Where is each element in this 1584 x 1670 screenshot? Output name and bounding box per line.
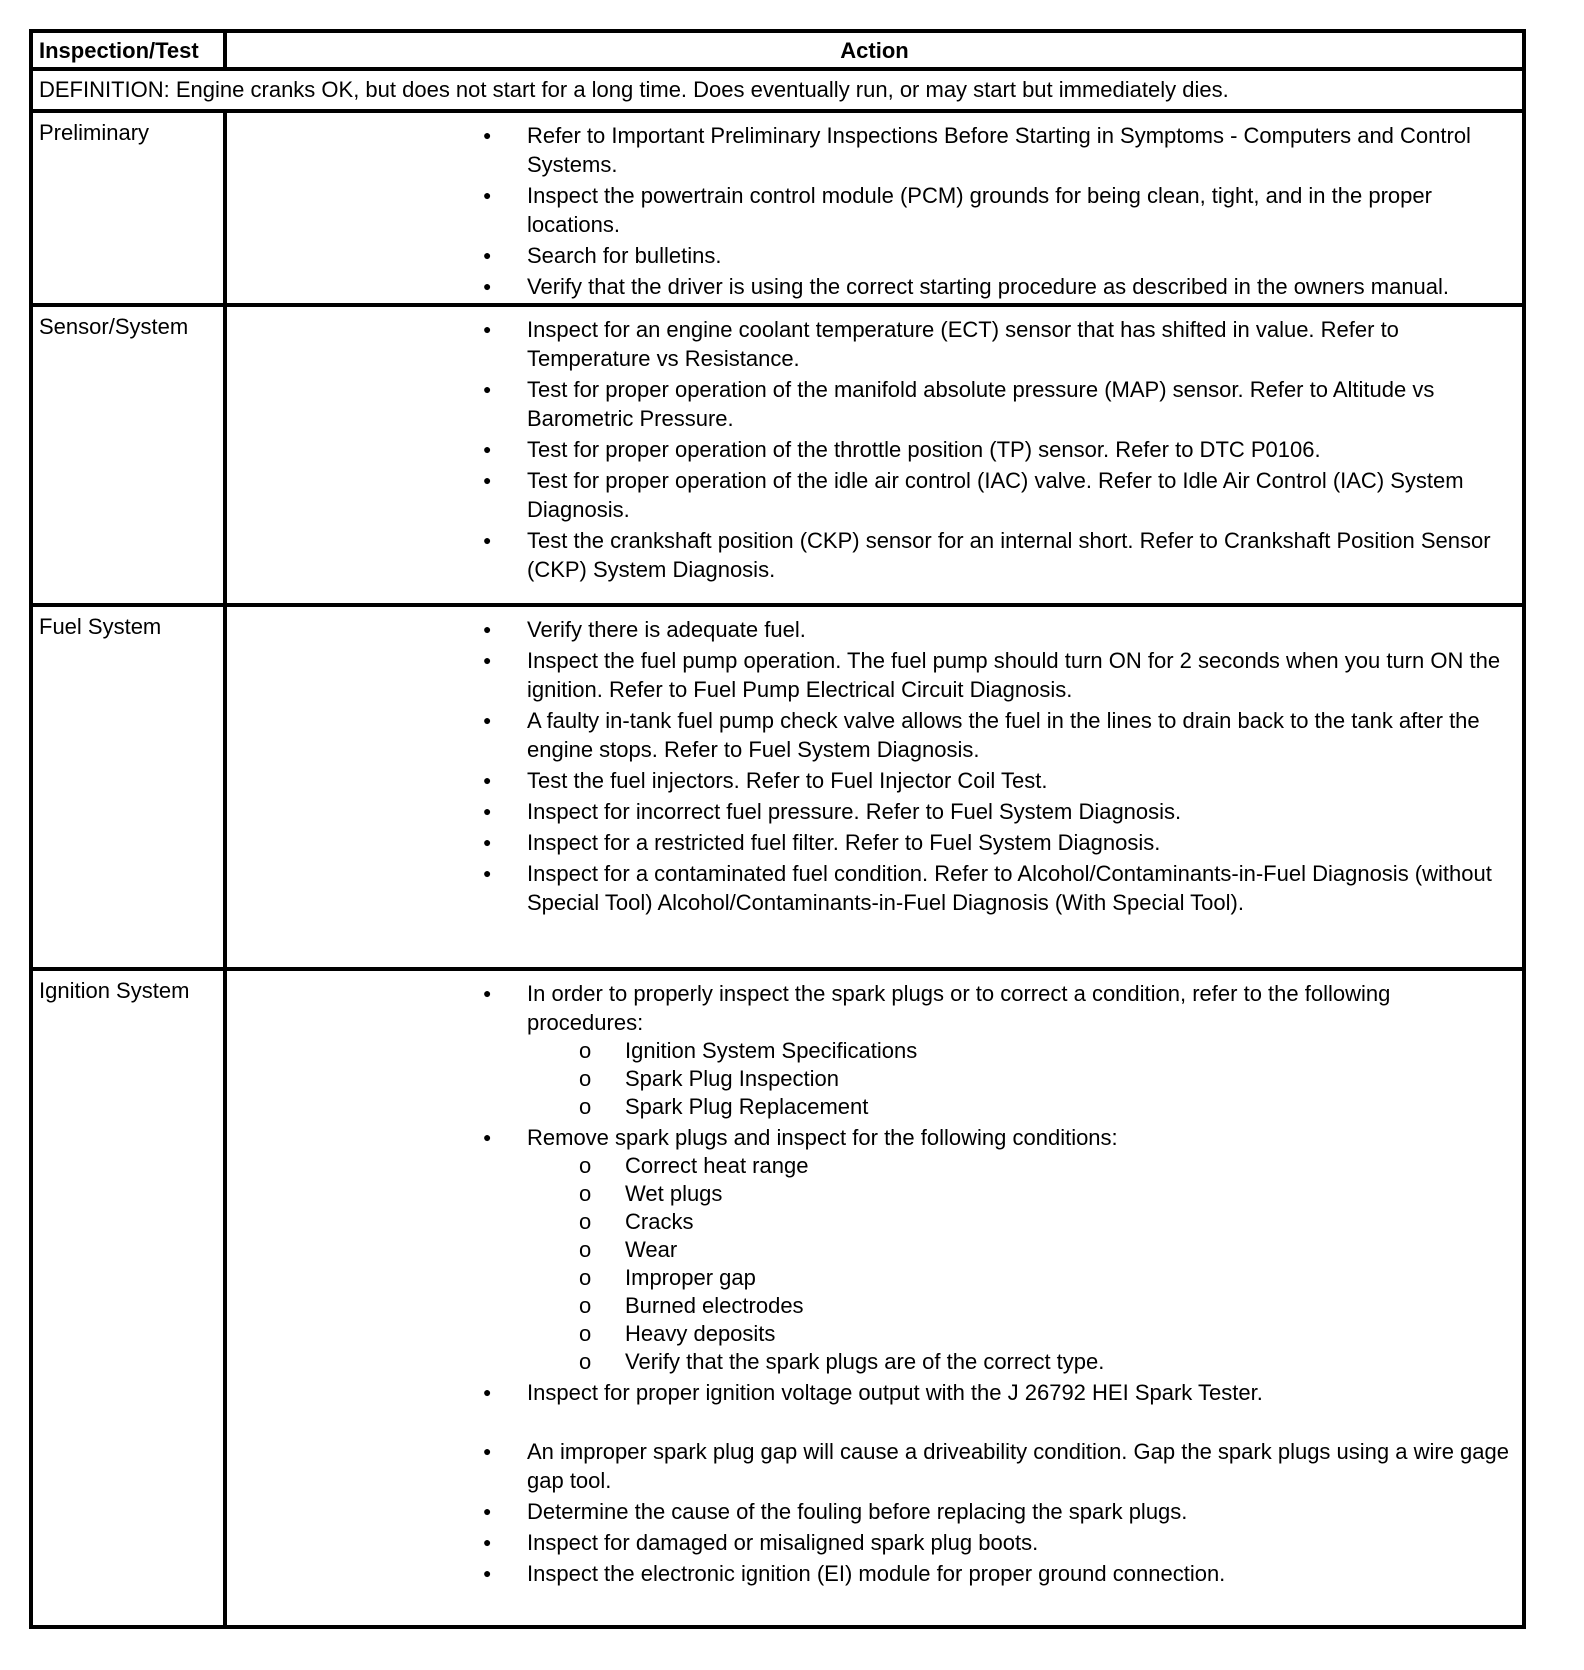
list-item: ● Inspect for proper ignition voltage output with the J 26792 HEI Spark Tester. xyxy=(227,1378,1512,1409)
list-item: ● Test for proper operation of the idle air control (IAC) valve. Refer to Idle Air Control (IAC) System Diagnosis. xyxy=(227,466,1512,526)
list-item: ● Refer to Important Preliminary Inspections Before Starting in Symptoms - Computers and Control Systems. xyxy=(227,121,1512,181)
table-row xyxy=(31,111,1524,305)
table-row xyxy=(31,305,1524,605)
list-item xyxy=(227,979,1512,1123)
action-cell xyxy=(225,969,1524,1627)
list-item-text: Remove spark plugs and inspect for the following conditions: xyxy=(527,1125,1118,1150)
list-item: ● Test for proper operation of the manifold absolute pressure (MAP) sensor. Refer to Altitude vs Barometric Pressure. xyxy=(227,375,1512,435)
row-label-fuel-system: Fuel System xyxy=(31,605,225,969)
sublist-item: o Wear xyxy=(527,1236,1512,1264)
sublist-item: o Burned electrodes xyxy=(527,1292,1512,1320)
sublist-item: o Wet plugs xyxy=(527,1180,1512,1208)
list-item: ● An improper spark plug gap will cause a driveability condition. Gap the spark plugs using a wire gage gap tool. xyxy=(227,1437,1512,1497)
list-item: ● Search for bulletins. xyxy=(227,241,1512,272)
list-item: ● Inspect for a restricted fuel filter. Refer to Fuel System Diagnosis. xyxy=(227,828,1512,859)
list-item: ● Inspect the fuel pump operation. The fuel pump should turn ON for 2 seconds when you turn ON the ignition. Refer to Fuel Pump Electrical Circuit Diagnosis. xyxy=(227,646,1512,706)
definition-text: DEFINITION: Engine cranks OK, but does not start for a long time. Does eventually run, or may start but immediately dies. xyxy=(31,69,1524,111)
row-label-ignition-system: Ignition System xyxy=(31,969,225,1627)
condition-sublist xyxy=(527,1152,1512,1376)
row-label-preliminary: Preliminary xyxy=(31,111,225,305)
table-row xyxy=(31,605,1524,969)
list-item: ● Test the crankshaft position (CKP) sensor for an internal short. Refer to Crankshaft Position Sensor (CKP) System Diagnosis. xyxy=(227,526,1512,586)
action-cell xyxy=(225,305,1524,605)
sublist-item: o Cracks xyxy=(527,1208,1512,1236)
list-item-text: In order to properly inspect the spark plugs or to correct a condition, refer to the following procedures: xyxy=(527,981,1391,1035)
list-item: ● Verify that the driver is using the correct starting procedure as described in the owners manual. xyxy=(227,272,1512,303)
action-list xyxy=(227,615,1512,919)
definition-row xyxy=(31,69,1524,111)
sublist-item: o Spark Plug Inspection xyxy=(527,1065,1512,1093)
list-item: ● Inspect for an engine coolant temperature (ECT) sensor that has shifted in value. Refer to Temperature vs Resistance. xyxy=(227,315,1512,375)
sublist-item: o Verify that the spark plugs are of the correct type. xyxy=(527,1348,1512,1376)
table-row xyxy=(31,969,1524,1627)
sublist-item: o Ignition System Specifications xyxy=(527,1037,1512,1065)
action-list xyxy=(227,315,1512,586)
list-item: ● Inspect the electronic ignition (EI) module for proper ground connection. xyxy=(227,1559,1512,1590)
action-cell xyxy=(225,605,1524,969)
sublist-item: o Correct heat range xyxy=(527,1152,1512,1180)
column-header-action: Action xyxy=(225,31,1524,69)
list-item: ● Determine the cause of the fouling before replacing the spark plugs. xyxy=(227,1497,1512,1528)
list-item: ● Inspect for a contaminated fuel condition. Refer to Alcohol/Contaminants-in-Fuel Diagnosis (without Special Tool) Alcohol/Contaminants-in-Fuel Diagnosis (With Special Tool). xyxy=(227,859,1512,919)
header-row xyxy=(31,31,1524,69)
sublist-item: o Spark Plug Replacement xyxy=(527,1093,1512,1121)
list-item: ● Inspect for incorrect fuel pressure. Refer to Fuel System Diagnosis. xyxy=(227,797,1512,828)
list-item: ● Inspect the powertrain control module (PCM) grounds for being clean, tight, and in the proper locations. xyxy=(227,181,1512,241)
action-cell xyxy=(225,111,1524,305)
action-list xyxy=(227,121,1512,303)
action-list xyxy=(227,979,1512,1590)
list-item xyxy=(227,1123,1512,1378)
sublist-item: o Improper gap xyxy=(527,1264,1512,1292)
list-item: ● Test for proper operation of the throttle position (TP) sensor. Refer to DTC P0106. xyxy=(227,435,1512,466)
list-item: ● Inspect for damaged or misaligned spark plug boots. xyxy=(227,1528,1512,1559)
list-item: ● Verify there is adequate fuel. xyxy=(227,615,1512,646)
row-label-sensor-system: Sensor/System xyxy=(31,305,225,605)
diagnostic-table xyxy=(29,29,1526,1629)
column-header-inspection-test: Inspection/Test xyxy=(31,31,225,69)
list-item: ● A faulty in-tank fuel pump check valve allows the fuel in the lines to drain back to the tank after the engine stops. Refer to Fuel System Diagnosis. xyxy=(227,706,1512,766)
sublist-item: o Heavy deposits xyxy=(527,1320,1512,1348)
list-item: ● Test the fuel injectors. Refer to Fuel Injector Coil Test. xyxy=(227,766,1512,797)
procedure-sublist xyxy=(527,1037,1512,1121)
